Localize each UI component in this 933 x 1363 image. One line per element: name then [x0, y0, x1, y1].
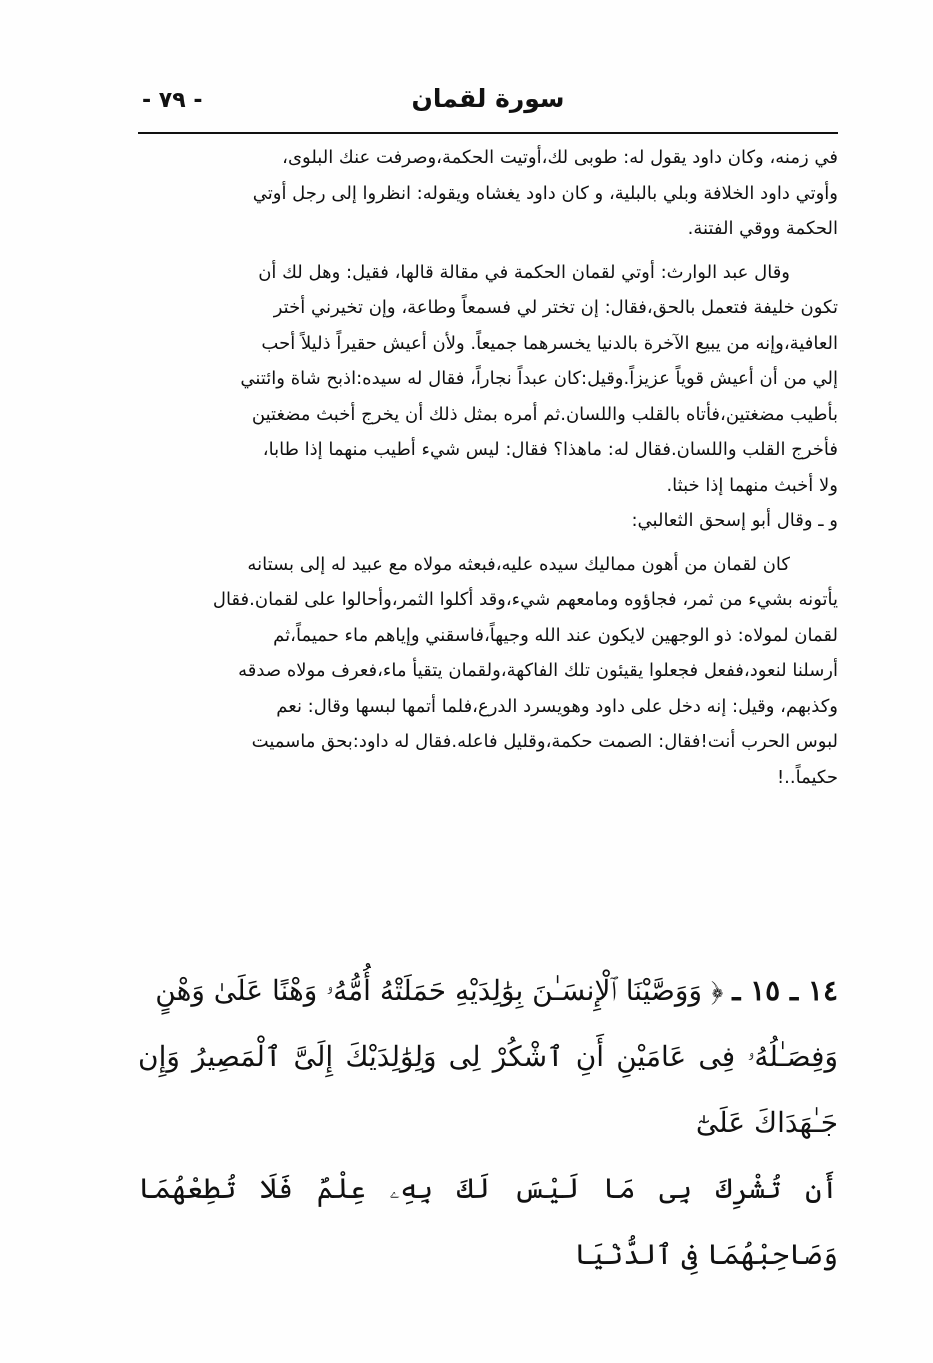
- body-text: [138, 140, 838, 795]
- text-line: تكون خليفة فتعمل بالحق،فقال: إن تختر لي فسمعاً وطاعة، وإن تخيرني أختر: [273, 297, 838, 318]
- text-line: الحكمة ووقي الفتنة.: [687, 218, 838, 239]
- text-line: العافية،وإنه من يبيع الآخرة بالدنيا يخسرهما جميعاً. ولأن أعيش حقيراً ذليلاً أحب: [261, 332, 838, 354]
- page-header: [138, 84, 838, 134]
- text-line: بأطيب مضغتين،فأتاه بالقلب واللسان.ثم أمره بمثل ذلك أن يخرج أخبث مضغتين: [251, 403, 838, 425]
- paragraph-4: [138, 547, 838, 796]
- page-number: - ٧٩ -: [142, 88, 203, 113]
- verse-line: وَفِصَـٰلُهُۥ فِى عَامَيْنِ أَنِ ٱشْكُرْ لِى وَلِوَٰلِدَيْكَ إِلَىَّ ٱلْمَصِيرُ وَإِن جَـٰهَدَاكَ عَلَىٰٓ: [138, 1040, 838, 1139]
- verse-line: أَن تُشْرِكَ بِى مَا لَيْسَ لَكَ بِهِۦ عِلْمٌ فَلَا تُطِعْهُمَا وَصَاحِبْهُمَا فِى ٱلدُّنْيَا: [138, 1172, 838, 1271]
- text-line: حكيماً..!: [776, 766, 838, 788]
- text-line: إلي من أن أعيش قوياً عزيزاً.وقيل:كان عبداً نجاراً، فقال له سيده:اذبح شاة وائتني: [240, 368, 838, 389]
- text-line: في زمنه، وكان داود يقول له: طوبى لك،أوتيت الحكمة،وصرفت عنك البلوى،: [282, 147, 838, 168]
- text-line: فأخرج القلب واللسان.فقال له: ماهذا؟ فقال: ليس شيء أطيب منهما إذا طابا،: [262, 439, 838, 460]
- text-line: وكذبهم، وقيل: إنه دخل على داود وهويسرد الدرع،فلما أتمها لبسها وقال: نعم: [276, 695, 838, 717]
- verse-line: [138, 958, 838, 1024]
- surah-title: سورة لقمان: [411, 84, 565, 113]
- text-line: كان لقمان من أهون مماليك سيده عليه،فبعثه مولاه مع عبيد له إلى بستانه: [247, 553, 790, 575]
- text-line: أرسلنا لنعود،ففعل فجعلوا يقيئون تلك الفاكهة،ولقمان يتقيأ ماء،فعرف مولاه صدقه: [238, 660, 838, 681]
- paragraph-1: [138, 140, 838, 247]
- paragraph-3: [138, 503, 838, 539]
- quran-verse: [138, 958, 838, 1288]
- section-heading: و ـ وقال أبو إسحق الثعالبي:: [631, 510, 838, 531]
- text-line: ولا أخبث منهما إذا خبثا.: [666, 474, 838, 496]
- text-line: يأتونه بشيء من ثمر، فجاؤوه ومامعهم شيء،وقد أكلوا الثمر،وأحالوا على لقمان.فقال: [212, 589, 838, 610]
- verse-text: ﴿ وَوَصَّيْنَا ٱلْإِنسَـٰنَ بِوَٰلِدَيْهِ حَمَلَتْهُ أُمُّهُۥ وَهْنًا عَلَىٰ وَهْنٍ: [155, 974, 724, 1007]
- text-line: لقمان لمولاه: ذو الوجهين لايكون عند الله وجيهاً،فاسقني وإياهم ماء حميماً،ثم: [273, 624, 838, 646]
- text-line: لبوس الحرب أنت!فقال: الصمت حكمة،وقليل فاعله.فقال له داود:بحق ماسميت: [251, 731, 838, 752]
- verse-reference: ١٤ ـ ١٥ ـ: [732, 974, 838, 1007]
- text-line: وقال عبد الوارث: أوتي لقمان الحكمة في مقالة قالها، فقيل: وهل لك أن: [258, 261, 790, 283]
- paragraph-2: [138, 255, 838, 504]
- text-line: وأوتي داود الخلافة وبلي بالبلية، و كان داود يغشاه ويقوله: انظروا إلى رجل أوتي: [252, 182, 838, 204]
- header-divider: [138, 132, 838, 134]
